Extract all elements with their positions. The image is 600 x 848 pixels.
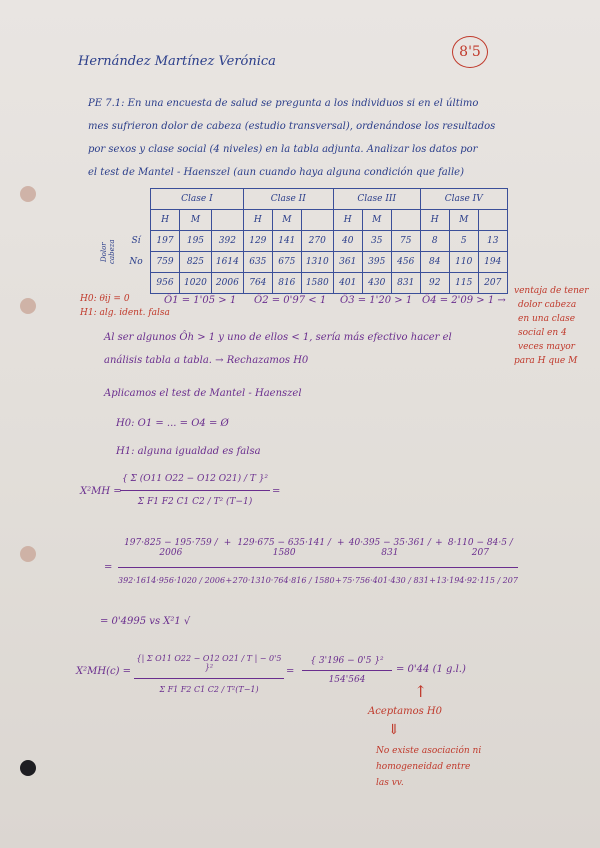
class-header: Clase IV — [420, 189, 507, 210]
side-note-line: para H que M — [514, 356, 578, 366]
table-row-totals — [94, 273, 507, 294]
sex-header: H — [420, 210, 449, 231]
student-name: Hernández Martínez Verónica — [78, 54, 276, 69]
conclusion-line: No existe asociación ni — [376, 746, 482, 756]
table-cell: 456 — [391, 252, 420, 273]
table-cell: 1580 — [301, 273, 333, 294]
odds-ratio: Ô1 = 1'05 > 1 — [164, 295, 237, 306]
result-value: = 0'4995 vs X²1 √ — [100, 616, 191, 627]
sex-header: M — [449, 210, 478, 231]
contingency-table — [94, 188, 508, 294]
formula-lhs: X²MH = — [80, 486, 122, 497]
table-cell: 956 — [151, 273, 180, 294]
table-cell: 2006 — [211, 273, 243, 294]
section-text: Aplicamos el test de Mantel - Haenszel — [104, 388, 302, 399]
calc-denominator: 154'564 — [302, 670, 392, 685]
problem-line: mes sufrieron dolor de cabeza (estudio transversal), ordenándose los resultados — [88, 121, 496, 132]
table-cell: 195 — [180, 231, 212, 252]
sex-header: M — [180, 210, 212, 231]
table-cell: 141 — [272, 231, 301, 252]
formula-numerator: {| Σ O11 O22 − O12 O21 / T | − 0'5 }² — [136, 654, 282, 672]
side-note-line: ventaja de tener — [514, 286, 589, 296]
side-note-line: en una clase — [518, 314, 576, 324]
table-cell: 194 — [478, 252, 507, 273]
formula-denominator: Σ F1 F2 C1 C2 / T² (T−1) — [120, 490, 270, 507]
table-cell: 40 — [333, 231, 362, 252]
alt-hypothesis: H1: alguna igualdad es falsa — [116, 446, 261, 457]
table-cell: 675 — [272, 252, 301, 273]
sex-header: H — [151, 210, 180, 231]
row-label: Sí — [131, 236, 141, 246]
table-row — [94, 231, 507, 252]
table-cell: 759 — [151, 252, 180, 273]
table-cell: 361 — [333, 252, 362, 273]
sex-header: H — [333, 210, 362, 231]
arrow-up-icon: ↑ — [414, 682, 428, 701]
table-cell: 129 — [243, 231, 272, 252]
table-cell: 395 — [362, 252, 391, 273]
problem-line: por sexos y clase social (4 niveles) en la tabla adjunta. Analizar los datos por — [88, 144, 478, 155]
grade-circle: 8'5 — [452, 36, 488, 68]
table-cell: 35 — [362, 231, 391, 252]
hypothesis-note: H1: alg. ident. falsa — [80, 308, 170, 318]
corrected-calculation — [302, 656, 392, 685]
table-cell: 430 — [362, 273, 391, 294]
table-cell: 197 — [151, 231, 180, 252]
class-header: Clase II — [243, 189, 333, 210]
expanded-numerator: 197·825 − 195·759 / 2006 + 129·675 − 635·141 / 1580 + 40·395 − 35·361 / 831 + 8·110 − 84·5 / 207 — [124, 538, 513, 558]
odds-ratio: Ô3 = 1'20 > 1 — [340, 295, 413, 306]
formula-lhs-corrected: X²MH(c) = — [76, 666, 132, 677]
corner-cell — [94, 189, 122, 210]
formula-denominator: Σ F1 F2 C1 C2 / T²(T−1) — [134, 678, 284, 694]
mh-formula — [120, 474, 270, 507]
side-note-line: veces mayor — [518, 342, 575, 352]
table-cell: 92 — [420, 273, 449, 294]
decision-text: Aceptamos H0 — [368, 706, 443, 717]
notebook-page: Hernández Martínez Verónica 8'5 PE 7.1: En una encuesta de salud se pregunta a los individuos si en el último mes sufrieron dolor de cabeza (estudio transversal), ordenándose los resultados por sexos y clase social (4 niveles) en la tabla adjunta. Analizar los datos por el test de Mantel - Haenszel (aun cuando haya alguna condición que falle) Clase I Clase II Clase III Clase IV H M H M H M H M Dolor cabeza Sí 197 195 392 129 141 270 40 35 75 8 5 13 No 759 825 1614 635 675 1310 361 395 456 84 110 194 956 1020 2006 764 816 1580 401 430 831 92 115 207 H0: θij = 0 H1: alg. ident. falsa Ô1 = 1'05 > 1 Ô2 = 0'97 < 1 Ô3 = 1'20 > 1 Ô4 = 2'09 > 1 → ventaja de tener dolor cabeza en una clase social en 4 veces mayor para H que M Al ser algunos Ôh > 1 y uno de ellos < 1, sería más efectivo hacer el análisis tabla a tabla. → Rechazamos H0 Aplicamos el test de Mantel - Haenszel H0: O1 = ... = O4 = Ø H1: alguna igualdad es falsa X²MH = $\frac{\text{\{ Σ (O11 O22 − O12 O21) / T \}²}}{\text{Σ F1 F2 C1 C2 / T² (T−1)}}$ = = 197·825 − 195·759 / 2006 + 129·675 − 635·141 / 1580 + 40·395 − 35·361 / 831 + 8·110 − 84·5 / 207 392·1614·956·1020 / 2006 + 270·1310·764·816 / 1580 + 75·756·401·430 / 831 + 13·194·92·115 / 207 = 0'4995 vs X²1 √ X²MH(c) = $\frac{\text{\{| Σ O11 O22 − O12 O21 / T | − 0'5 \}²}}{\text{Σ F1 F2 C1 C2 / T²(T−1)}}$ = $\frac{\text{\{ 3'196 − 0'5 \}²}}{154'564}$ = 0'44 (1 g.l.) ↑ Aceptamos H0 ⇓ No existe asociación ni homogeneidad entre las vv. — [0, 0, 600, 848]
corner-cell — [122, 189, 151, 210]
conclusion-line: homogeneidad entre — [376, 762, 471, 772]
table-cell: 831 — [391, 273, 420, 294]
table-cell: 1614 — [211, 252, 243, 273]
side-note-line: social en 4 — [518, 328, 567, 338]
table-cell: 270 — [301, 231, 333, 252]
class-header: Clase I — [151, 189, 244, 210]
binder-hole — [20, 298, 36, 314]
table-cell: 8 — [420, 231, 449, 252]
table-cell: 110 — [449, 252, 478, 273]
table-cell: 825 — [180, 252, 212, 273]
row-label: No — [129, 257, 143, 267]
hypothesis-note: H0: θij = 0 — [80, 294, 130, 304]
sex-header: M — [362, 210, 391, 231]
binder-hole — [20, 186, 36, 202]
binder-hole — [20, 760, 36, 776]
analysis-text: análisis tabla a tabla. → Rechazamos H0 — [104, 355, 309, 366]
table-cell: 816 — [272, 273, 301, 294]
problem-line: PE 7.1: En una encuesta de salud se pregunta a los individuos si en el último — [88, 98, 479, 109]
binder-hole — [20, 546, 36, 562]
table-cell: 75 — [391, 231, 420, 252]
analysis-text: Al ser algunos Ôh > 1 y uno de ellos < 1, sería más efectivo hacer el — [104, 332, 452, 343]
table-row — [94, 252, 507, 273]
table-cell: 635 — [243, 252, 272, 273]
table-cell: 84 — [420, 252, 449, 273]
sex-header: M — [272, 210, 301, 231]
table-cell: 5 — [449, 231, 478, 252]
row-group-label: Dolor cabeza — [100, 239, 116, 264]
expanded-denominator: 392·1614·956·1020 / 2006 + 270·1310·764·816 / 1580 + 75·756·401·430 / 831 + 13·194·92·115 / 207 — [118, 576, 518, 585]
class-header: Clase III — [333, 189, 420, 210]
corrected-value: = 0'44 (1 g.l.) — [396, 664, 466, 675]
calc-numerator: { 3'196 − 0'5 }² — [310, 656, 384, 666]
table-cell: 13 — [478, 231, 507, 252]
table-cell: 207 — [478, 273, 507, 294]
arrow-down-icon: ⇓ — [388, 722, 400, 738]
odds-ratio: Ô2 = 0'97 < 1 — [254, 295, 327, 306]
table-cell: 1020 — [180, 273, 212, 294]
problem-line: el test de Mantel - Haenszel (aun cuando haya alguna condición que falle) — [88, 167, 464, 178]
sex-header: H — [243, 210, 272, 231]
null-hypothesis: H0: O1 = ... = O4 = Ø — [116, 418, 229, 429]
table-cell: 401 — [333, 273, 362, 294]
table-cell: 392 — [211, 231, 243, 252]
table-cell: 764 — [243, 273, 272, 294]
table-cell: 115 — [449, 273, 478, 294]
mh-corrected-formula — [134, 654, 284, 694]
formula-numerator: { Σ (O11 O22 − O12 O21) / T }² — [121, 474, 269, 484]
conclusion-line: las vv. — [376, 778, 404, 788]
table-cell: 1310 — [301, 252, 333, 273]
odds-ratio: Ô4 = 2'09 > 1 → — [422, 295, 506, 306]
side-note-line: dolor cabeza — [518, 300, 577, 310]
